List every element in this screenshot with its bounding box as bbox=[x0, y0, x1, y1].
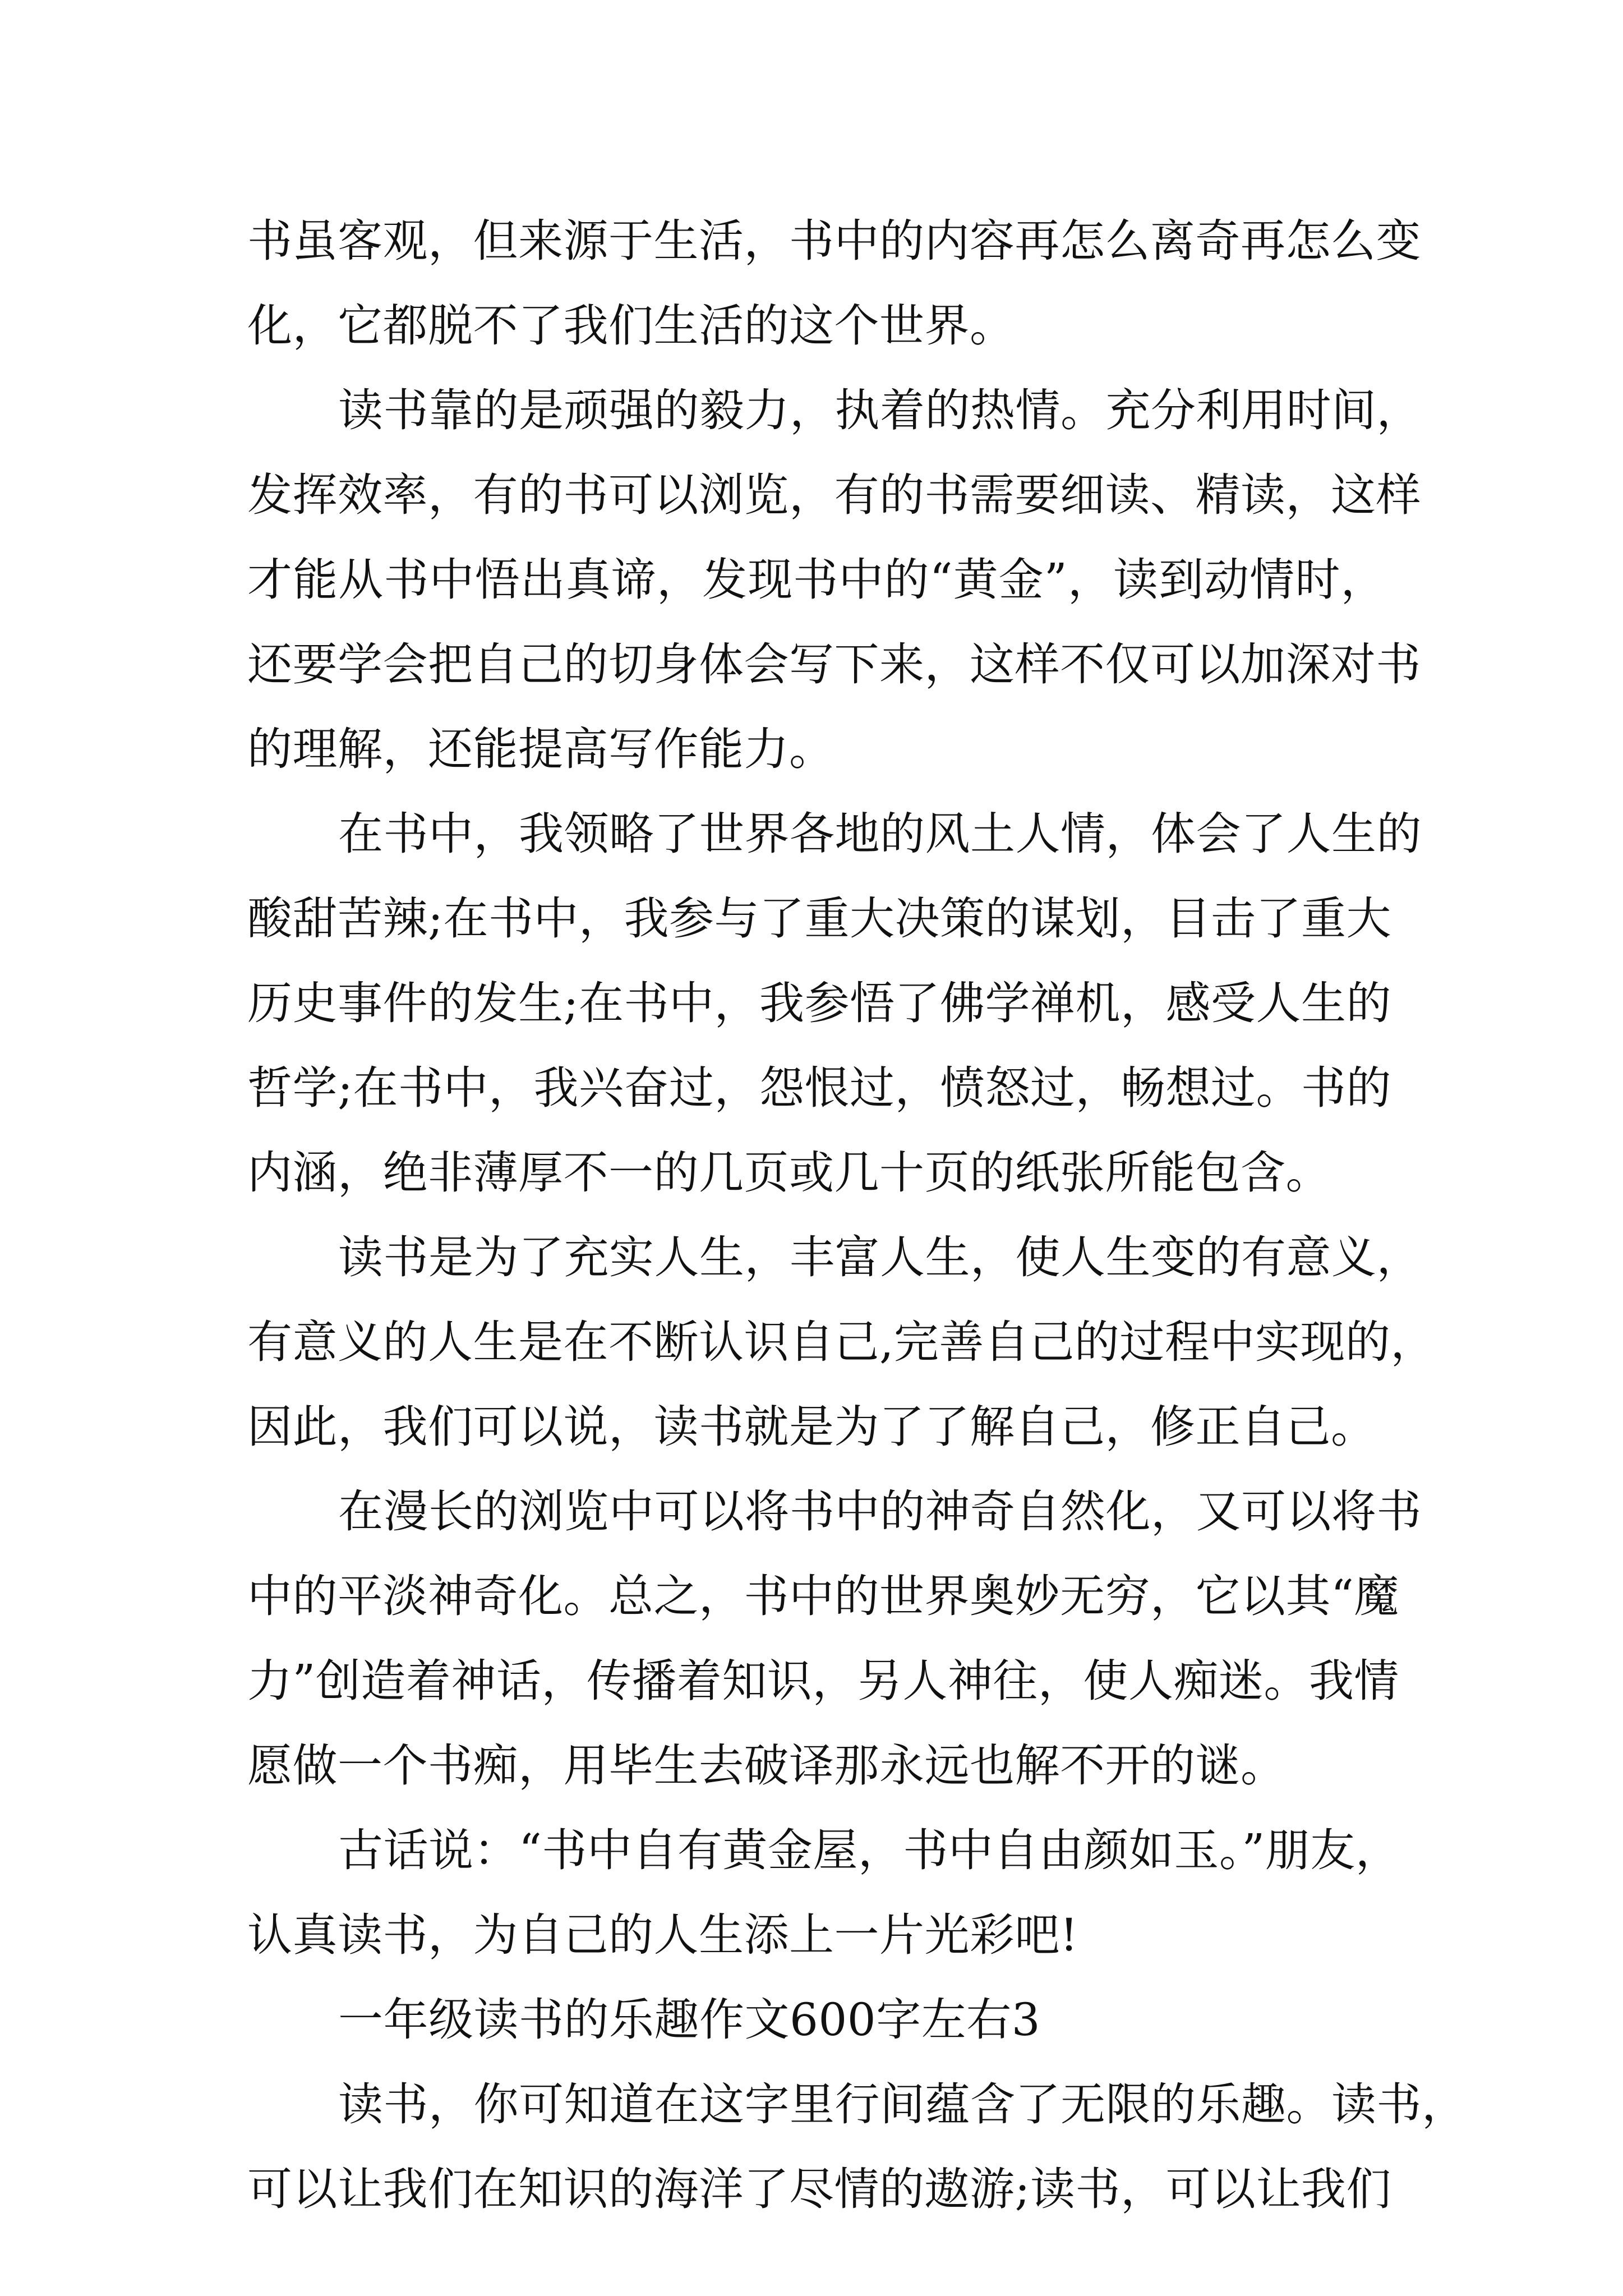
text-line: 可以让我们在知识的海洋了尽情的遨游;读书，可以让我们 bbox=[247, 2163, 1391, 2215]
text-line: 还要学会把自己的切身体会写下来，这样不仅可以加深对书 bbox=[247, 638, 1421, 691]
paragraph-first-line: 在书中，我领略了世界各地的风土人情，体会了人生的 bbox=[338, 808, 1422, 860]
text-line: 有意义的人生是在不断认识自己,完善自己的过程中实现的， bbox=[247, 1316, 1436, 1368]
text-line: 发挥效率，有的书可以浏览，有的书需要细读、精读，这样 bbox=[247, 469, 1421, 521]
text-line: 历史事件的发生;在书中，我参悟了佛学禅机，感受人生的 bbox=[247, 977, 1391, 1029]
text-line: 认真读书，为自己的人生添上一片光彩吧! bbox=[247, 1909, 1078, 1961]
section-heading: 一年级读书的乐趣作文600字左右3 bbox=[338, 1994, 1041, 2046]
paragraph-first-line: 读书是为了充实人生，丰富人生，使人生变的有意义， bbox=[338, 1231, 1422, 1283]
paragraph-first-line: 在漫长的浏览中可以将书中的神奇自然化，又可以将书 bbox=[338, 1485, 1422, 1538]
text-line: 书虽客观，但来源于生活，书中的内容再怎么离奇再怎么变 bbox=[247, 215, 1421, 267]
text-line: 酸甜苦辣;在书中，我参与了重大决策的谋划，目击了重大 bbox=[247, 892, 1391, 945]
text-line: 愿做一个书痴，用毕生去破译那永远也解不开的谜。 bbox=[247, 1740, 1286, 1792]
text-line: 化，它都脱不了我们生活的这个世界。 bbox=[247, 300, 1015, 352]
text-line: 因此，我们可以说，读书就是为了了解自己，修正自己。 bbox=[247, 1401, 1376, 1453]
paragraph-first-line: 古话说：“书中自有黄金屋，书中自由颜如玉。”朋友， bbox=[338, 1824, 1401, 1876]
paragraph-first-line: 读书，你可知道在这字里行间蕴含了无限的乐趣。读书， bbox=[338, 2078, 1467, 2131]
text-line: 中的平淡神奇化。总之，书中的世界奥妙无穷，它以其“魔 bbox=[247, 1570, 1399, 1622]
text-line: 哲学;在书中，我兴奋过，怨恨过，愤怒过，畅想过。书的 bbox=[247, 1062, 1391, 1114]
text-line: 内涵，绝非薄厚不一的几页或几十页的纸张所能包含。 bbox=[247, 1147, 1331, 1199]
text-line: 的理解，还能提高写作能力。 bbox=[247, 723, 834, 775]
paragraph-first-line: 读书靠的是顽强的毅力，执着的热情。充分利用时间， bbox=[338, 384, 1422, 436]
text-line: 力”创造着神话，传播着知识，另人神往，使人痴迷。我情 bbox=[247, 1655, 1399, 1707]
text-line: 才能从书中悟出真谛，发现书中的“黄金”，读到动情时， bbox=[247, 554, 1386, 606]
